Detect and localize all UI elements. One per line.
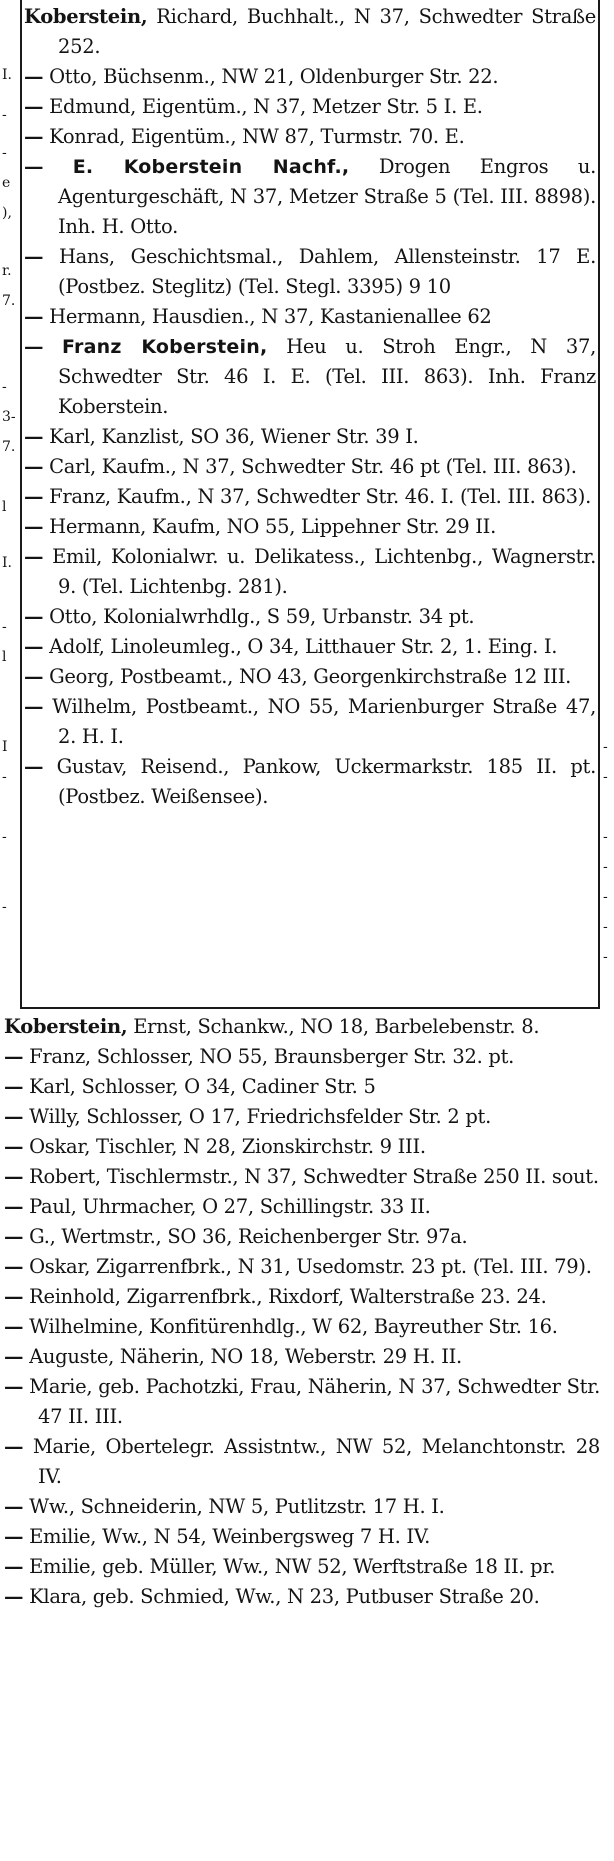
entry-text: Emilie, geb. Müller, Ww., NW 52, Werftstraße 18 II. pr. (29, 1555, 556, 1578)
directory-entry (4, 1492, 600, 1522)
margin-fragment: - (603, 949, 608, 965)
ditto-dash: — (4, 1285, 24, 1308)
ditto-dash: — (24, 485, 44, 508)
ditto-dash: — (4, 1225, 24, 1248)
entry-surname: Koberstein, (24, 5, 148, 28)
entry-text: Oskar, Tischler, N 28, Zionskirchstr. 9 III. (29, 1135, 426, 1158)
entry-text: Marie, geb. Pachotzki, Frau, Näherin, N 37, Schwedter Str. 47 II. III. (29, 1375, 600, 1428)
entry-text: Marie, Obertelegr. Assistntw., NW 52, Melanchtonstr. 28 IV. (32, 1435, 600, 1488)
entry-text: Edmund, Eigentüm., N 37, Metzer Str. 5 I. E. (49, 95, 483, 118)
directory-entry (4, 1102, 600, 1132)
directory-column-top (24, 2, 596, 812)
directory-entry (4, 1132, 600, 1162)
ditto-dash: — (4, 1045, 24, 1068)
margin-fragment: I (2, 739, 8, 755)
ditto-dash: — (24, 305, 44, 328)
directory-entry (4, 1042, 600, 1072)
directory-entry (4, 1342, 600, 1372)
directory-entry-firm (24, 152, 596, 242)
directory-entry (24, 692, 596, 752)
margin-fragment: 7. (2, 293, 16, 309)
directory-entry (24, 452, 596, 482)
ditto-dash: — (24, 455, 44, 478)
ditto-dash: — (4, 1525, 24, 1548)
entry-text: Ww., Schneiderin, NW 5, Putlitzstr. 17 H. I. (29, 1495, 445, 1518)
entry-text: Otto, Büchsenm., NW 21, Oldenburger Str. 22. (49, 65, 499, 88)
directory-entry (24, 92, 596, 122)
entry-text: Paul, Uhrmacher, O 27, Schillingstr. 33 II. (29, 1195, 431, 1218)
directory-entry (4, 1432, 600, 1492)
entry-text: Hermann, Kaufm, NO 55, Lippehner Str. 29 II. (49, 515, 496, 538)
ditto-dash: — (24, 95, 44, 118)
left-margin-fragments (0, 0, 18, 1009)
margin-fragment: - (603, 919, 608, 935)
margin-fragment: - (2, 769, 7, 785)
entry-text: Oskar, Zigarrenfbrk., N 31, Usedomstr. 23 pt. (Tel. III. 79). (29, 1255, 592, 1278)
directory-entry (24, 302, 596, 332)
directory-entry (4, 1552, 600, 1582)
ditto-dash: — (4, 1345, 24, 1368)
entry-text: Ernst, Schankw., NO 18, Barbelebenstr. 8. (127, 1015, 540, 1038)
directory-entry (4, 1282, 600, 1312)
directory-column-bottom (4, 1012, 600, 1612)
margin-fragment: - (603, 829, 608, 845)
ditto-dash: — (4, 1105, 24, 1128)
directory-entry (24, 632, 596, 662)
entry-text: Willy, Schlosser, O 17, Friedrichsfelder Str. 2 pt. (29, 1105, 491, 1128)
ditto-dash: — (4, 1585, 24, 1608)
directory-entry (24, 242, 596, 302)
ditto-dash: — (24, 515, 44, 538)
directory-entry (24, 662, 596, 692)
directory-entry (4, 1582, 600, 1612)
directory-entry (24, 512, 596, 542)
directory-entry (4, 1072, 600, 1102)
ditto-dash: — (24, 65, 44, 88)
ditto-dash: — (24, 665, 44, 688)
directory-entry-firm (24, 332, 596, 422)
margin-fragment: - (2, 899, 7, 915)
entry-text: Heu u. Stroh Engr., N 37, Schwedter Str. 46 I. E. (Tel. III. 863). Inh. Franz Koberstein. (58, 335, 596, 418)
ditto-dash: — (24, 425, 44, 448)
entry-text: Hans, Geschichtsmal., Dahlem, Allensteinstr. 17 E. (Postbez. Steglitz) (Tel. Stegl. 3395) 9 10 (58, 245, 596, 298)
column-rule-bottom (20, 1007, 600, 1009)
directory-entry (4, 1222, 600, 1252)
entry-text: Adolf, Linoleumleg., O 34, Litthauer Str. 2, 1. Eing. I. (49, 635, 558, 658)
directory-entry (4, 1162, 600, 1192)
margin-fragment: - (603, 859, 608, 875)
ditto-dash: — (24, 335, 44, 358)
ditto-dash: — (24, 635, 44, 658)
ditto-dash: — (24, 695, 44, 718)
margin-fragment: - (603, 769, 608, 785)
ditto-dash: — (4, 1435, 24, 1458)
ditto-dash: — (24, 545, 44, 568)
ditto-dash: — (4, 1255, 24, 1278)
directory-entry (24, 122, 596, 152)
margin-fragment: r. (2, 263, 12, 279)
margin-fragment: l (2, 649, 7, 665)
column-rule-left (20, 0, 22, 1009)
entry-text: Karl, Schlosser, O 34, Cadiner Str. 5 (29, 1075, 376, 1098)
entry-text: Emil, Kolonialwr. u. Delikatess., Lichtenbg., Wagnerstr. 9. (Tel. Lichtenbg. 281). (52, 545, 596, 598)
right-margin-fragments (603, 0, 614, 1009)
margin-fragment: l (2, 499, 7, 515)
firm-name: E. Koberstein Nachf., (72, 156, 350, 178)
entry-text: Gustav, Reisend., Pankow, Uckermarkstr. 185 II. pt. (Postbez. Weißensee). (56, 755, 596, 808)
margin-fragment: - (603, 739, 608, 755)
margin-fragment: I. (2, 67, 12, 83)
directory-entry (4, 1372, 600, 1432)
entry-text: Emilie, Ww., N 54, Weinbergsweg 7 H. IV. (29, 1525, 431, 1548)
entry-text: Franz, Schlosser, NO 55, Braunsberger Str. 32. pt. (29, 1045, 515, 1068)
ditto-dash: — (24, 125, 44, 148)
margin-fragment: ), (2, 205, 12, 221)
firm-name: Franz Koberstein, (62, 336, 268, 358)
entry-text: Robert, Tischlermstr., N 37, Schwedter Straße 250 II. sout. (29, 1165, 599, 1188)
entry-text: Hermann, Hausdien., N 37, Kastanienallee 62 (49, 305, 492, 328)
margin-fragment: - (603, 889, 608, 905)
directory-entry (24, 2, 596, 62)
entry-text: Otto, Kolonialwrhdlg., S 59, Urbanstr. 34 pt. (49, 605, 475, 628)
directory-entry (24, 62, 596, 92)
margin-fragment: 7. (2, 439, 16, 455)
entry-text: G., Wertmstr., SO 36, Reichenberger Str. 97a. (29, 1225, 468, 1248)
directory-entry (24, 752, 596, 812)
entry-text: Wilhelmine, Konfitürenhdlg., W 62, Bayreuther Str. 16. (29, 1315, 558, 1338)
entry-text: Reinhold, Zigarrenfbrk., Rixdorf, Walterstraße 23. 24. (29, 1285, 547, 1308)
ditto-dash: — (4, 1555, 24, 1578)
margin-fragment: - (2, 145, 7, 161)
ditto-dash: — (24, 245, 44, 268)
margin-fragment: - (2, 829, 7, 845)
margin-fragment: - (2, 379, 7, 395)
margin-fragment: - (2, 107, 7, 123)
entry-text: Wilhelm, Postbeamt., NO 55, Marienburger Straße 47, 2. H. I. (52, 695, 596, 748)
margin-fragment: e (2, 175, 11, 191)
directory-entry (4, 1312, 600, 1342)
column-rule-right (598, 0, 600, 1009)
margin-fragment: 3- (2, 409, 16, 425)
ditto-dash: — (24, 605, 44, 628)
ditto-dash: — (4, 1195, 24, 1218)
ditto-dash: — (24, 155, 44, 178)
ditto-dash: — (4, 1075, 24, 1098)
margin-fragment: I. (2, 555, 12, 571)
entry-text: Konrad, Eigentüm., NW 87, Turmstr. 70. E. (49, 125, 465, 148)
directory-entry (4, 1192, 600, 1222)
entry-text: Klara, geb. Schmied, Ww., N 23, Putbuser Straße 20. (29, 1585, 540, 1608)
ditto-dash: — (24, 755, 44, 778)
ditto-dash: — (4, 1315, 24, 1338)
ditto-dash: — (4, 1135, 24, 1158)
directory-entry (4, 1252, 600, 1282)
directory-entry (4, 1522, 600, 1552)
directory-entry (24, 422, 596, 452)
directory-entry (24, 602, 596, 632)
directory-entry (4, 1012, 600, 1042)
ditto-dash: — (4, 1165, 24, 1188)
entry-text: Karl, Kanzlist, SO 36, Wiener Str. 39 I. (49, 425, 419, 448)
margin-fragment: - (2, 619, 7, 635)
entry-text: Auguste, Näherin, NO 18, Weberstr. 29 H. II. (29, 1345, 462, 1368)
entry-text: Drogen Engros u. Agenturgeschäft, N 37, Metzer Straße 5 (Tel. III. 8898). Inh. H. Otto. (58, 155, 596, 238)
ditto-dash: — (4, 1375, 24, 1398)
ditto-dash: — (4, 1495, 24, 1518)
directory-entry (24, 482, 596, 512)
directory-entry (24, 542, 596, 602)
entry-text: Carl, Kaufm., N 37, Schwedter Str. 46 pt (Tel. III. 863). (49, 455, 577, 478)
entry-text: Georg, Postbeamt., NO 43, Georgenkirchstraße 12 III. (49, 665, 571, 688)
entry-surname: Koberstein, (4, 1015, 128, 1038)
entry-text: Franz, Kaufm., N 37, Schwedter Str. 46. I. (Tel. III. 863). (49, 485, 591, 508)
entry-text: Richard, Buchhalt., N 37, Schwedter Straße 252. (58, 5, 596, 58)
